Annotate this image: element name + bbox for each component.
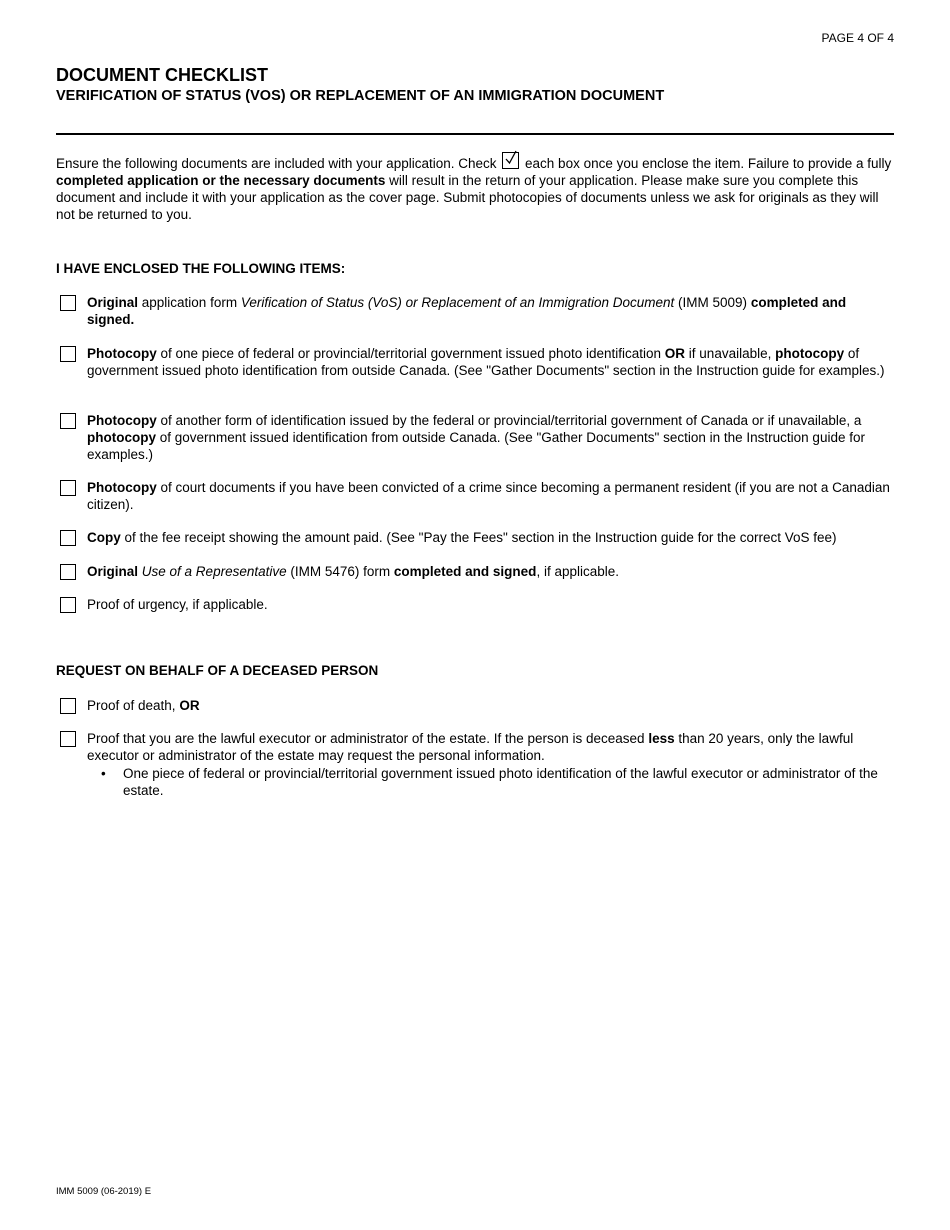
bullet-icon: • <box>101 766 106 781</box>
text: of another form of identification issued by the federal or provincial/territorial government of Canada or if unavailable, a <box>156 413 862 428</box>
checkbox-proof-of-urgency[interactable] <box>60 597 76 613</box>
intro-text-2: each box once you enclose the item. Failure to provide a fully <box>525 156 892 171</box>
bold-text: Original <box>87 564 139 579</box>
checklist-item-text <box>87 697 894 714</box>
bold-text: Copy <box>87 530 121 545</box>
checklist-item-other-id <box>60 412 894 463</box>
text: of court documents if you have been convicted of a crime since becoming a permanent resident (if you are not a Canadian citizen). <box>87 480 890 512</box>
intro-text-1: Ensure the following documents are included with your application. Check <box>56 156 497 171</box>
checkbox-fee-receipt[interactable] <box>60 530 76 546</box>
checklist-item-photo-id <box>60 345 894 379</box>
bold-text: Photocopy <box>87 480 157 495</box>
text: than 20 years, only the lawful executor or administrator of the estate may request the personal information. <box>87 731 854 763</box>
text: Proof of death, <box>87 698 180 713</box>
bold-text: Photocopy <box>87 346 157 361</box>
text: Proof that you are the lawful executor or administrator of the estate. If the person is deceased <box>87 731 649 746</box>
checklist-item-original-application <box>60 294 894 328</box>
checkbox-other-id[interactable] <box>60 413 76 429</box>
italic-text: Verification of Status (VoS) or Replacement of an Immigration Document <box>240 295 675 310</box>
text: Proof of urgency, if applicable. <box>87 597 268 612</box>
text: (IMM 5476) form <box>286 564 394 579</box>
checklist-item-text <box>87 730 894 764</box>
bold-text: photocopy <box>87 430 156 445</box>
page-title: DOCUMENT CHECKLIST <box>56 65 268 85</box>
checklist-item-executor-proof <box>60 730 894 799</box>
checkbox-proof-of-death[interactable] <box>60 698 76 714</box>
bold-text: less <box>648 731 675 746</box>
bullet-item-executor-id <box>101 765 894 799</box>
checkbox-original-application[interactable] <box>60 295 76 311</box>
checklist-item-proof-of-death <box>60 697 894 714</box>
checkbox-representative-form[interactable] <box>60 564 76 580</box>
enclosed-items-heading: I HAVE ENCLOSED THE FOLLOWING ITEMS: <box>56 261 346 276</box>
bold-text: completed and signed. <box>87 295 847 327</box>
bold-text: photocopy <box>775 346 845 361</box>
checklist-item-text <box>87 563 894 580</box>
checklist-item-text <box>87 294 894 328</box>
checklist-item-representative-form <box>60 563 894 580</box>
bold-text: OR <box>664 346 686 361</box>
text: application form <box>138 295 241 310</box>
header-divider <box>56 133 894 135</box>
checklist-item-text <box>87 529 894 546</box>
checklist-item-fee-receipt <box>60 529 894 546</box>
intro-bold: completed application or the necessary documents <box>56 173 386 188</box>
intro-paragraph <box>56 152 894 223</box>
text: of government issued identification from outside Canada. (See "Gather Documents" section in the Instruction guide for examples.) <box>87 430 865 462</box>
text: if unavailable, <box>685 346 776 361</box>
checklist-item-text <box>87 412 894 463</box>
checklist-item-proof-of-urgency <box>60 596 894 613</box>
page-number: PAGE 4 OF 4 <box>821 31 894 45</box>
checklist-item-text <box>87 345 894 379</box>
text: of the fee receipt showing the amount paid. (See "Pay the Fees" section in the Instruction guide for the correct VoS fee) <box>120 530 837 545</box>
text: of one piece of federal or provincial/territorial government issued photo identification <box>156 346 665 361</box>
checklist-item-court-documents <box>60 479 894 513</box>
checklist-item-text <box>87 596 894 613</box>
text: of government issued photo identification from outside Canada. (See "Gather Documents" section in the Instruction guide for examples.) <box>87 346 885 378</box>
document-header <box>56 65 894 105</box>
bold-text: OR <box>179 698 200 713</box>
checkbox-executor-proof[interactable] <box>60 731 76 747</box>
bullet-text: One piece of federal or provincial/territorial government issued photo identification of the lawful executor or administrator of the estate. <box>123 766 878 798</box>
page-subtitle: VERIFICATION OF STATUS (VOS) OR REPLACEMENT OF AN IMMIGRATION DOCUMENT <box>56 88 665 104</box>
checklist-item-text <box>87 479 894 513</box>
text: (IMM 5009) <box>674 295 751 310</box>
bold-text: Original <box>87 295 139 310</box>
deceased-person-heading: REQUEST ON BEHALF OF A DECEASED PERSON <box>56 663 379 678</box>
italic-text: Use of a Representative <box>141 564 287 579</box>
intro-text-3: will result in the return of your application. Please make sure you complete this document and include it with your application as the cover page. Submit photocopies of documents unless we ask for originals as they will not be returned to you. <box>56 173 879 222</box>
bold-text: completed and signed <box>393 564 537 579</box>
checked-box-icon <box>502 152 519 169</box>
form-code-footer: IMM 5009 (06-2019) E <box>56 1186 152 1197</box>
checkbox-photo-id[interactable] <box>60 346 76 362</box>
checkbox-court-documents[interactable] <box>60 480 76 496</box>
bold-text: Photocopy <box>87 413 157 428</box>
text: , if applicable. <box>536 564 619 579</box>
